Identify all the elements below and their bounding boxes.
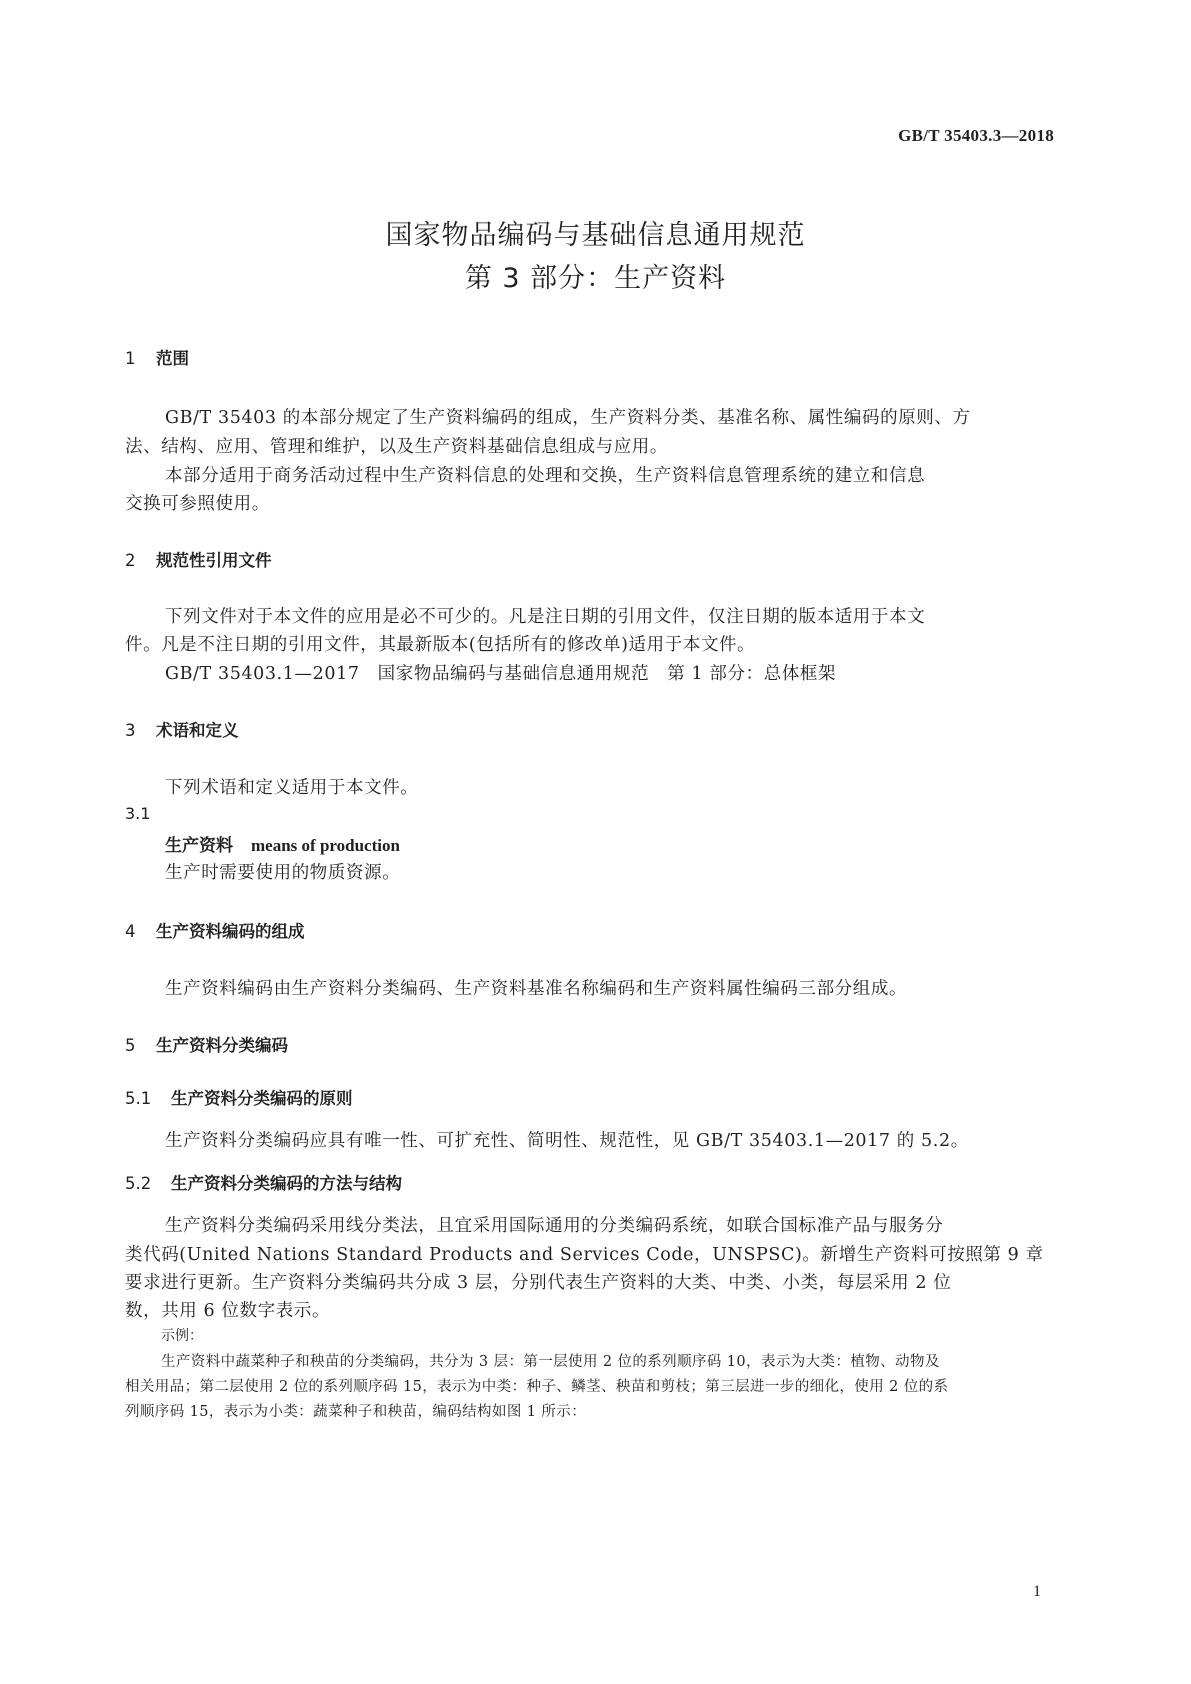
example-label: 示例： xyxy=(161,1328,203,1344)
normative-reference: GB/T 35403.1—2017 国家物品编码与基础信息通用规范 第 1 部分：总体框架 xyxy=(165,664,837,684)
section-4-heading xyxy=(125,918,305,942)
section-2-heading xyxy=(125,547,272,571)
term-entry xyxy=(165,831,400,856)
paragraph-line: 类代码(United Nations Standard Products and Services Code，UNSPSC)。新增生产资料可按照第 9 章 xyxy=(125,1245,1044,1265)
section-title: 生产资料编码的组成 xyxy=(156,922,305,941)
example-line: 列顺序码 15，表示为小类：蔬菜种子和秧苗，编码结构如图 1 所示： xyxy=(125,1404,587,1420)
paragraph-line: 件。凡是不注日期的引用文件，其最新版本(包括所有的修改单)适用于本文件。 xyxy=(125,635,756,655)
term-english: means of production xyxy=(251,836,400,855)
paragraph-line: 法、结构、应用、管理和维护，以及生产资料基础信息组成与应用。 xyxy=(125,437,668,457)
section-number: 2 xyxy=(125,551,136,570)
paragraph-line: 本部分适用于商务活动过程中生产资料信息的处理和交换，生产资料信息管理系统的建立和信息 xyxy=(165,466,926,486)
section-title: 生产资料分类编码 xyxy=(156,1036,288,1055)
section-number: 4 xyxy=(125,922,136,941)
paragraph-line: 交换可参照使用。 xyxy=(125,494,270,514)
paragraph-line: GB/T 35403 的本部分规定了生产资料编码的组成，生产资料分类、基准名称、属性编码的原则、方 xyxy=(165,408,971,428)
standard-number: GB/T 35403.3—2018 xyxy=(898,126,1054,145)
document-title: 国家物品编码与基础信息通用规范 xyxy=(385,220,806,251)
paragraph-line: 要求进行更新。生产资料分类编码共分成 3 层，分别代表生产资料的大类、中类、小类，每层采用 2 位 xyxy=(125,1273,952,1293)
subsection-number: 5.1 xyxy=(125,1089,152,1108)
page-number: 1 xyxy=(1033,1583,1041,1600)
section-title: 规范性引用文件 xyxy=(156,551,272,570)
section-number: 5 xyxy=(125,1036,136,1055)
section-number: 1 xyxy=(125,349,136,368)
term-number: 3.1 xyxy=(125,804,151,823)
example-line: 生产资料中蔬菜种子和秧苗的分类编码，共分为 3 层：第一层使用 2 位的系列顺序码 10，表示为大类：植物、动物及 xyxy=(161,1354,940,1370)
section-title: 术语和定义 xyxy=(156,721,239,740)
subsection-5-2-heading xyxy=(125,1170,402,1194)
subsection-5-1-heading xyxy=(125,1085,353,1109)
paragraph-line: 生产资料分类编码采用线分类法，且宜采用国际通用的分类编码系统，如联合国标准产品与服务分 xyxy=(165,1216,944,1236)
document-subtitle: 第 3 部分：生产资料 xyxy=(464,263,727,294)
subsection-number: 5.2 xyxy=(125,1174,152,1193)
paragraph-line: 生产资料分类编码应具有唯一性、可扩充性、简明性、规范性，见 GB/T 35403.1—2017 的 5.2。 xyxy=(165,1131,969,1151)
subsection-title: 生产资料分类编码的原则 xyxy=(171,1089,353,1108)
section-5-heading xyxy=(125,1032,288,1056)
subsection-title: 生产资料分类编码的方法与结构 xyxy=(171,1174,402,1193)
paragraph-line: 数，共用 6 位数字表示。 xyxy=(125,1301,331,1321)
section-3-heading xyxy=(125,717,239,741)
term-chinese: 生产资料 xyxy=(165,836,233,856)
paragraph-line: 生产资料编码由生产资料分类编码、生产资料基准名称编码和生产资料属性编码三部分组成。 xyxy=(165,979,908,999)
term-definition: 生产时需要使用的物质资源。 xyxy=(165,863,401,883)
section-number: 3 xyxy=(125,721,136,740)
paragraph-line: 下列术语和定义适用于本文件。 xyxy=(165,778,419,798)
section-title: 范围 xyxy=(156,349,189,368)
paragraph-line: 下列文件对于本文件的应用是必不可少的。凡是注日期的引用文件，仅注日期的版本适用于本文 xyxy=(165,607,926,627)
section-1-heading xyxy=(125,345,189,369)
example-line: 相关用品；第二层使用 2 位的系列顺序码 15，表示为中类：种子、鳞茎、秧苗和剪枝；第三层进一步的细化，使用 2 位的系 xyxy=(125,1379,949,1395)
